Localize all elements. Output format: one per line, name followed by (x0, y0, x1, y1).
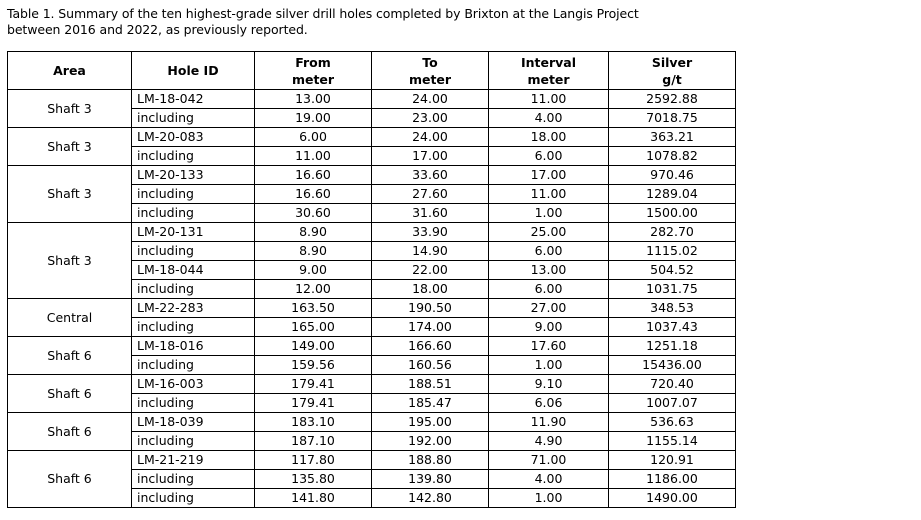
hole-id-cell: including (132, 489, 255, 508)
interval-cell: 6.06 (489, 394, 609, 413)
header-row (8, 52, 736, 90)
interval-cell: 6.00 (489, 242, 609, 261)
interval-cell: 11.90 (489, 413, 609, 432)
silver-cell: 970.46 (609, 166, 736, 185)
hole-id-cell: LM-18-039 (132, 413, 255, 432)
interval-cell: 1.00 (489, 489, 609, 508)
from-cell: 16.60 (255, 166, 372, 185)
to-cell: 27.60 (372, 185, 489, 204)
to-cell: 166.60 (372, 337, 489, 356)
from-cell: 159.56 (255, 356, 372, 375)
hole-id-cell: including (132, 109, 255, 128)
header-to-unit: meter (408, 71, 452, 87)
interval-cell: 9.10 (489, 375, 609, 394)
to-cell: 31.60 (372, 204, 489, 223)
from-cell: 141.80 (255, 489, 372, 508)
table-row (8, 451, 736, 470)
area-cell: Shaft 3 (8, 128, 132, 166)
silver-cell: 536.63 (609, 413, 736, 432)
silver-cell: 1251.18 (609, 337, 736, 356)
silver-cell: 1078.82 (609, 147, 736, 166)
interval-cell: 4.90 (489, 432, 609, 451)
area-cell: Shaft 6 (8, 413, 132, 451)
to-cell: 17.00 (372, 147, 489, 166)
interval-cell: 9.00 (489, 318, 609, 337)
from-cell: 187.10 (255, 432, 372, 451)
header-from (255, 52, 372, 90)
area-cell: Shaft 3 (8, 223, 132, 299)
from-cell: 163.50 (255, 299, 372, 318)
silver-cell: 1037.43 (609, 318, 736, 337)
to-cell: 174.00 (372, 318, 489, 337)
silver-cell: 15436.00 (609, 356, 736, 375)
table-row (8, 90, 736, 109)
area-cell: Shaft 6 (8, 451, 132, 508)
from-cell: 19.00 (255, 109, 372, 128)
hole-id-cell: LM-20-133 (132, 166, 255, 185)
from-cell: 16.60 (255, 185, 372, 204)
from-cell: 183.10 (255, 413, 372, 432)
caption-line-1: Table 1. Summary of the ten highest-grade silver drill holes completed by Brixton at the Langis Project (7, 6, 639, 21)
interval-cell: 18.00 (489, 128, 609, 147)
interval-cell: 11.00 (489, 90, 609, 109)
silver-cell: 1186.00 (609, 470, 736, 489)
to-cell: 24.00 (372, 90, 489, 109)
silver-cell: 504.52 (609, 261, 736, 280)
silver-cell: 1031.75 (609, 280, 736, 299)
silver-cell: 7018.75 (609, 109, 736, 128)
interval-cell: 71.00 (489, 451, 609, 470)
interval-cell: 6.00 (489, 147, 609, 166)
from-cell: 12.00 (255, 280, 372, 299)
silver-cell: 348.53 (609, 299, 736, 318)
to-cell: 195.00 (372, 413, 489, 432)
to-cell: 142.80 (372, 489, 489, 508)
silver-cell: 282.70 (609, 223, 736, 242)
hole-id-cell: including (132, 470, 255, 489)
from-cell: 179.41 (255, 375, 372, 394)
hole-id-cell: LM-22-283 (132, 299, 255, 318)
table-row (8, 413, 736, 432)
interval-cell: 4.00 (489, 109, 609, 128)
header-from-unit: meter (291, 71, 335, 87)
header-from-label: From (295, 54, 331, 70)
silver-cell: 720.40 (609, 375, 736, 394)
area-cell: Shaft 3 (8, 90, 132, 128)
to-cell: 14.90 (372, 242, 489, 261)
interval-cell: 1.00 (489, 204, 609, 223)
to-cell: 22.00 (372, 261, 489, 280)
interval-cell: 27.00 (489, 299, 609, 318)
to-cell: 24.00 (372, 128, 489, 147)
to-cell: 160.56 (372, 356, 489, 375)
from-cell: 6.00 (255, 128, 372, 147)
hole-id-cell: including (132, 147, 255, 166)
header-interval-label: Interval (520, 54, 577, 70)
caption-line-2: between 2016 and 2022, as previously reported. (7, 22, 308, 37)
interval-cell: 17.60 (489, 337, 609, 356)
to-cell: 188.51 (372, 375, 489, 394)
table-row (8, 299, 736, 318)
silver-cell: 120.91 (609, 451, 736, 470)
table-row (8, 375, 736, 394)
table-row (8, 337, 736, 356)
hole-id-cell: including (132, 185, 255, 204)
header-silver (609, 52, 736, 90)
hole-id-cell: LM-21-219 (132, 451, 255, 470)
table-row (8, 128, 736, 147)
hole-id-cell: including (132, 432, 255, 451)
interval-cell: 4.00 (489, 470, 609, 489)
area-cell: Central (8, 299, 132, 337)
from-cell: 135.80 (255, 470, 372, 489)
hole-id-cell: including (132, 318, 255, 337)
table-caption (7, 6, 727, 38)
from-cell: 165.00 (255, 318, 372, 337)
interval-cell: 25.00 (489, 223, 609, 242)
from-cell: 30.60 (255, 204, 372, 223)
header-interval (489, 52, 609, 90)
to-cell: 185.47 (372, 394, 489, 413)
to-cell: 192.00 (372, 432, 489, 451)
from-cell: 9.00 (255, 261, 372, 280)
header-hole-id-label: Hole ID (167, 63, 219, 78)
header-to (372, 52, 489, 90)
interval-cell: 11.00 (489, 185, 609, 204)
interval-cell: 1.00 (489, 356, 609, 375)
hole-id-cell: LM-18-016 (132, 337, 255, 356)
to-cell: 18.00 (372, 280, 489, 299)
area-cell: Shaft 6 (8, 375, 132, 413)
header-area (8, 52, 132, 90)
silver-cell: 363.21 (609, 128, 736, 147)
silver-cell: 1500.00 (609, 204, 736, 223)
header-area-label: Area (53, 63, 86, 78)
interval-cell: 6.00 (489, 280, 609, 299)
header-hole-id (132, 52, 255, 90)
hole-id-cell: including (132, 356, 255, 375)
hole-id-cell: including (132, 242, 255, 261)
silver-cell: 2592.88 (609, 90, 736, 109)
silver-cell: 1289.04 (609, 185, 736, 204)
hole-id-cell: including (132, 280, 255, 299)
table-body (8, 90, 736, 508)
from-cell: 149.00 (255, 337, 372, 356)
to-cell: 33.60 (372, 166, 489, 185)
header-silver-label: Silver (651, 54, 693, 70)
area-cell: Shaft 6 (8, 337, 132, 375)
hole-id-cell: including (132, 394, 255, 413)
header-to-label: To (422, 54, 438, 70)
from-cell: 117.80 (255, 451, 372, 470)
to-cell: 139.80 (372, 470, 489, 489)
area-cell: Shaft 3 (8, 166, 132, 223)
interval-cell: 17.00 (489, 166, 609, 185)
silver-cell: 1007.07 (609, 394, 736, 413)
table-row (8, 223, 736, 242)
to-cell: 188.80 (372, 451, 489, 470)
to-cell: 190.50 (372, 299, 489, 318)
header-silver-unit: g/t (662, 71, 682, 87)
from-cell: 11.00 (255, 147, 372, 166)
table-row (8, 166, 736, 185)
from-cell: 179.41 (255, 394, 372, 413)
header-interval-unit: meter (527, 71, 570, 87)
from-cell: 8.90 (255, 223, 372, 242)
from-cell: 8.90 (255, 242, 372, 261)
interval-cell: 13.00 (489, 261, 609, 280)
from-cell: 13.00 (255, 90, 372, 109)
to-cell: 23.00 (372, 109, 489, 128)
hole-id-cell: LM-18-044 (132, 261, 255, 280)
silver-cell: 1155.14 (609, 432, 736, 451)
silver-cell: 1490.00 (609, 489, 736, 508)
hole-id-cell: LM-20-083 (132, 128, 255, 147)
hole-id-cell: LM-16-003 (132, 375, 255, 394)
to-cell: 33.90 (372, 223, 489, 242)
drill-results-table (7, 51, 736, 508)
hole-id-cell: LM-18-042 (132, 90, 255, 109)
hole-id-cell: LM-20-131 (132, 223, 255, 242)
silver-cell: 1115.02 (609, 242, 736, 261)
hole-id-cell: including (132, 204, 255, 223)
